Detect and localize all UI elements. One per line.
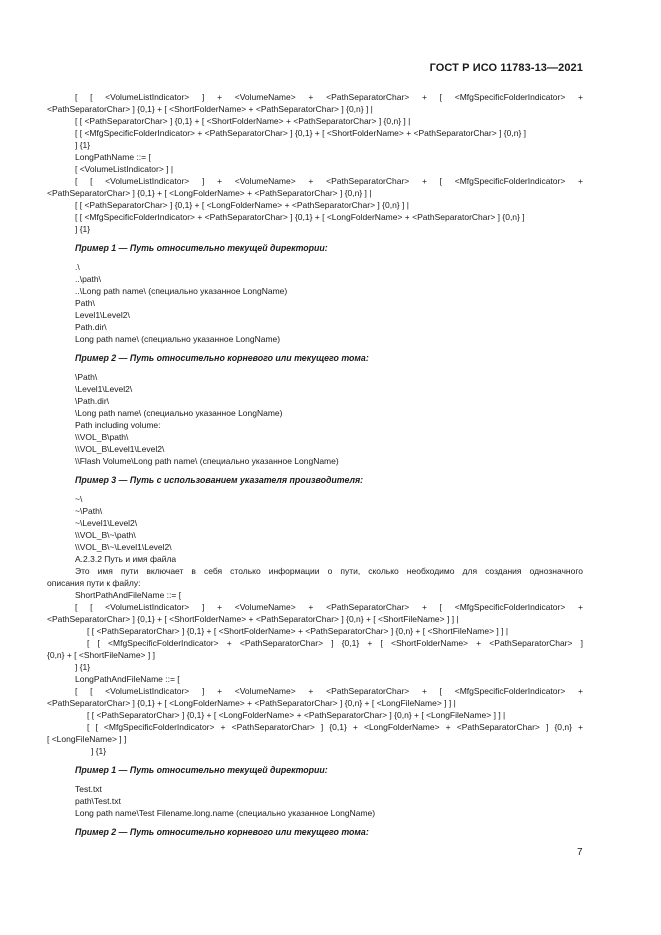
example-heading: Пример 2 — Путь относительно корневого или текущего тома: <box>75 353 369 363</box>
text-line: LongPathName ::= [ <box>75 152 151 162</box>
example-heading: Пример 1 — Путь относительно текущей директории: <box>75 765 328 775</box>
text-line: Level1\Level2\ <box>75 310 130 320</box>
text-line: Это имя пути включает в себя столько информации о пути, сколько необходимо для создания однозначного <box>75 566 583 576</box>
text-line: ] {1} <box>91 746 107 756</box>
text-line: ] {1} <box>75 224 91 234</box>
text-line: <PathSeparatorChar> ] {0,1} + [ <ShortFolderName> + <PathSeparatorChar> ] {0,n} ] | <box>47 104 373 114</box>
text-line: [ [ <PathSeparatorChar> ] {0,1} + [ <LongFolderName> + <PathSeparatorChar> ] {0,n} + [ <LongFileName> ] ] | <box>87 710 506 720</box>
text-line: [ <LongFileName> ] ] <box>47 734 127 744</box>
text-line: ~\Level1\Level2\ <box>75 518 138 528</box>
text-line: ~\Path\ <box>75 506 103 516</box>
text-line: [ [ <PathSeparatorChar> ] {0,1} + [ <LongFolderName> + <PathSeparatorChar> ] {0,n} ] | <box>75 200 409 210</box>
text-line: <PathSeparatorChar> ] {0,1} + [ <ShortFolderName> + <PathSeparatorChar> ] {0,n} + [ <ShortFileName> ] ] | <box>47 614 459 624</box>
text-line: .\ <box>75 262 80 272</box>
text-line: [ [ <VolumeListIndicator> ] + <VolumeName> + <PathSeparatorChar> + [ <MfgSpecificFolderIndicator> + <box>75 92 583 102</box>
text-line: [ <VolumeListIndicator> ] | <box>75 164 174 174</box>
text-line: \Level1\Level2\ <box>75 384 133 394</box>
text-line: path\Test.txt <box>75 796 121 806</box>
text-line: ] {1} <box>75 140 91 150</box>
page-number: 7 <box>577 847 583 858</box>
example-heading: Пример 2 — Путь относительно корневого или текущего тома: <box>75 827 369 837</box>
text-line: [ [ <VolumeListIndicator> ] + <VolumeName> + <PathSeparatorChar> + [ <MfgSpecificFolderIndicator> + <box>75 176 583 186</box>
text-line: [ [ <MfgSpecificFolderIndicator> + <PathSeparatorChar> ] {0,1} + [ <ShortFolderName> + <PathSeparatorChar> ] {0,n} ] <box>75 128 527 138</box>
text-line: [ [ <VolumeListIndicator> ] + <VolumeName> + <PathSeparatorChar> + [ <MfgSpecificFolderIndicator> + <box>75 602 583 612</box>
text-line: Long path name\ (специально указанное LongName) <box>75 334 281 344</box>
text-line: \Long path name\ (специально указанное LongName) <box>75 408 283 418</box>
example-heading: Пример 3 — Путь с использованием указателя производителя: <box>75 475 364 485</box>
text-line: \\VOL_B\~\path\ <box>75 530 136 540</box>
text-line: \\Flash Volume\Long path name\ (специально указанное LongName) <box>75 456 339 466</box>
document-body <box>47 91 583 845</box>
text-line: [ [ <MfgSpecificFolderIndicator> + <PathSeparatorChar> ] {0,1} + [ <LongFolderName> + <PathSeparatorChar> ] {0,n} ] <box>75 212 525 222</box>
text-line: ..\Long path name\ (специально указанное LongName) <box>75 286 288 296</box>
text-line: [ [ <VolumeListIndicator> ] + <VolumeName> + <PathSeparatorChar> + [ <MfgSpecificFolderIndicator> + <box>75 686 583 696</box>
text-line: Test.txt <box>75 784 102 794</box>
text-line: A.2.3.2 Путь и имя файла <box>75 554 177 564</box>
text-line: ~\ <box>75 494 83 504</box>
text-line: [ [ <PathSeparatorChar> ] {0,1} + [ <ShortFolderName> + <PathSeparatorChar> ] {0,n} + [ <ShortFileName> ] ] | <box>87 626 509 636</box>
text-line: \\VOL_B\Level1\Level2\ <box>75 444 165 454</box>
text-line: \\VOL_B\path\ <box>75 432 129 442</box>
text-line: описания пути к файлу: <box>47 578 141 588</box>
text-line: \\VOL_B\~\Level1\Level2\ <box>75 542 172 552</box>
text-line: ..\path\ <box>75 274 101 284</box>
text-line: \Path\ <box>75 372 98 382</box>
example-heading: Пример 1 — Путь относительно текущей директории: <box>75 243 328 253</box>
text-line: ] {1} <box>75 662 91 672</box>
text-line: Path including volume: <box>75 420 161 430</box>
document-header-title: ГОСТ Р ИСО 11783-13—2021 <box>429 62 583 74</box>
text-line: [ [ <PathSeparatorChar> ] {0,1} + [ <ShortFolderName> + <PathSeparatorChar> ] {0,n} ] | <box>75 116 411 126</box>
text-line: [ [ <MfgSpecificFolderIndicator> + <PathSeparatorChar> ] {0,1} + [ <ShortFolderName> + <PathSeparatorChar> ] <box>87 638 583 648</box>
text-line: <PathSeparatorChar> ] {0,1} + [ <LongFolderName> + <PathSeparatorChar> ] {0,n} + [ <LongFileName> ] ] | <box>47 698 456 708</box>
text-line: ShortPathAndFileName ::= [ <box>75 590 182 600</box>
text-line: \Path.dir\ <box>75 396 110 406</box>
text-line: <PathSeparatorChar> ] {0,1} + [ <LongFolderName> + <PathSeparatorChar> ] {0,n} ] | <box>47 188 372 198</box>
text-line: [ [ <MfgSpecificFolderIndicator> + <PathSeparatorChar> ] {0,1} + <LongFolderName> + <PathSeparatorChar> ] {0,n} + <box>87 722 583 732</box>
text-line: LongPathAndFileName ::= [ <box>75 674 180 684</box>
text-line: Long path name\Test Filename.long.name (специально указанное LongName) <box>75 808 376 818</box>
text-line: {0,n} + [ <ShortFileName> ] ] <box>47 650 155 660</box>
text-line: Path.dir\ <box>75 322 107 332</box>
text-line: Path\ <box>75 298 95 308</box>
